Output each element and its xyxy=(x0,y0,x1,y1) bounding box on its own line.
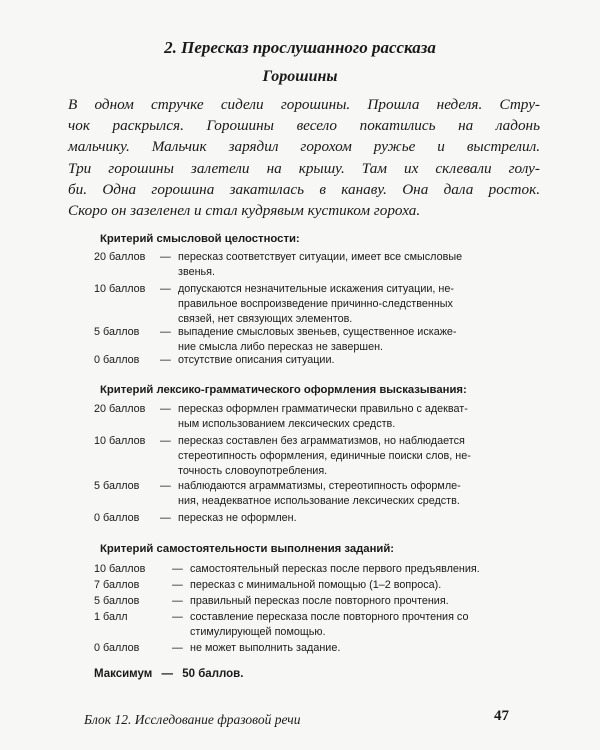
dash: — xyxy=(172,579,183,591)
footer-chapter: Блок 12. Исследование фразовой речи xyxy=(84,712,301,727)
story-text xyxy=(68,94,540,221)
dash: — xyxy=(160,283,171,295)
description-line: выпадение смысловых звеньев, существенное искаже- xyxy=(178,326,457,338)
description-line: правильный пересказ после повторного прочтения. xyxy=(190,595,449,607)
description-line: наблюдаются аграмматизмы, стереотипность оформле- xyxy=(178,480,461,492)
score-description xyxy=(178,511,504,526)
description-line: пересказ оформлен грамматически правильно с адекват- xyxy=(178,403,468,415)
story-line: чок раскрылся. Горошины весело покатились на ладонь xyxy=(68,117,540,135)
description-line: звенья. xyxy=(178,266,216,278)
score-description xyxy=(178,353,504,368)
description-line: стереотипность оформления, единичные поиски слов, не- xyxy=(178,450,471,462)
score-description xyxy=(190,641,500,656)
score-label: 0 баллов xyxy=(94,354,140,366)
dash: — xyxy=(160,480,171,492)
criterion-heading: Критерий смысловой целостности: xyxy=(100,233,300,245)
description-line: ния, неадекватное использование лексических средств. xyxy=(178,495,460,507)
score-description xyxy=(190,610,500,640)
score-label: 10 баллов xyxy=(94,283,146,295)
score-label: 10 баллов xyxy=(94,563,146,575)
score-description xyxy=(178,479,504,509)
maximum-value: 50 баллов. xyxy=(182,668,244,680)
description-line: точность словоупотребления. xyxy=(178,465,328,477)
dash: — xyxy=(160,251,171,263)
score-description xyxy=(178,282,504,327)
score-label: 0 баллов xyxy=(94,512,140,524)
dash: — xyxy=(160,435,171,447)
score-label: 20 баллов xyxy=(94,403,146,415)
description-line: ным использованием лексических средств. xyxy=(178,418,396,430)
maximum-label: Максимум xyxy=(94,668,153,680)
criterion-heading: Критерий самостоятельности выполнения заданий: xyxy=(100,543,395,555)
description-line: допускаются незначительные искажения ситуации, не- xyxy=(178,283,454,295)
score-label: 20 баллов xyxy=(94,251,146,263)
dash: — xyxy=(161,668,173,680)
story-line: би. Одна горошина закатилась в канаву. Она дала росток. xyxy=(68,180,540,198)
story-line: мальчику. Мальчик зарядил горохом ружье и выстрелил. xyxy=(68,138,540,156)
section-title: 2. Пересказ прослушанного рассказа xyxy=(164,38,436,57)
description-line: связей, нет связующих элементов. xyxy=(178,313,353,325)
score-description xyxy=(178,250,504,280)
description-line: пересказ соответствует ситуации, имеет все смысловые xyxy=(178,251,463,263)
dash: — xyxy=(160,354,171,366)
description-line: пересказ не оформлен. xyxy=(178,512,297,524)
description-line: ние смысла либо пересказ не завершен. xyxy=(178,341,384,353)
story-line: Скоро он зазеленел и стал кудрявым кустиком гороха. xyxy=(68,202,421,220)
score-description xyxy=(190,578,500,593)
score-label: 5 баллов xyxy=(94,480,140,492)
score-label: 1 балл xyxy=(94,611,128,623)
score-description xyxy=(190,594,500,609)
description-line: пересказ составлен без аграмматизмов, но наблюдается xyxy=(178,435,465,447)
description-line: пересказ с минимальной помощью (1–2 вопроса). xyxy=(190,579,442,591)
description-line: составление пересказа после повторного прочтения со xyxy=(190,611,469,623)
maximum-score xyxy=(94,668,249,680)
dash: — xyxy=(160,403,171,415)
description-line: стимулирующей помощью. xyxy=(190,626,326,638)
dash: — xyxy=(172,611,183,623)
criterion-heading: Критерий лексико-грамматического оформления высказывания: xyxy=(100,384,467,396)
page-number: 47 xyxy=(494,708,509,724)
score-label: 10 баллов xyxy=(94,435,146,447)
description-line: самостоятельный пересказ после первого предъявления. xyxy=(190,563,480,575)
score-label: 5 баллов xyxy=(94,595,140,607)
description-line: не может выполнить задание. xyxy=(190,642,341,654)
dash: — xyxy=(172,563,183,575)
dash: — xyxy=(160,326,171,338)
score-description xyxy=(178,402,504,432)
story-line: Три горошины залетели на крышу. Там их склевали голу- xyxy=(68,159,540,177)
description-line: правильное воспроизведение причинно-следственных xyxy=(178,298,453,310)
story-title: Горошины xyxy=(262,68,338,85)
dash: — xyxy=(160,512,171,524)
score-label: 5 баллов xyxy=(94,326,140,338)
story-line: В одном стручке сидели горошины. Прошла неделя. Стру- xyxy=(68,96,540,113)
score-label: 0 баллов xyxy=(94,642,140,654)
description-line: отсутствие описания ситуации. xyxy=(178,354,335,366)
score-description xyxy=(178,325,504,355)
score-label: 7 баллов xyxy=(94,579,140,591)
score-description xyxy=(178,434,504,479)
score-description xyxy=(190,562,500,577)
dash: — xyxy=(172,642,183,654)
dash: — xyxy=(172,595,183,607)
